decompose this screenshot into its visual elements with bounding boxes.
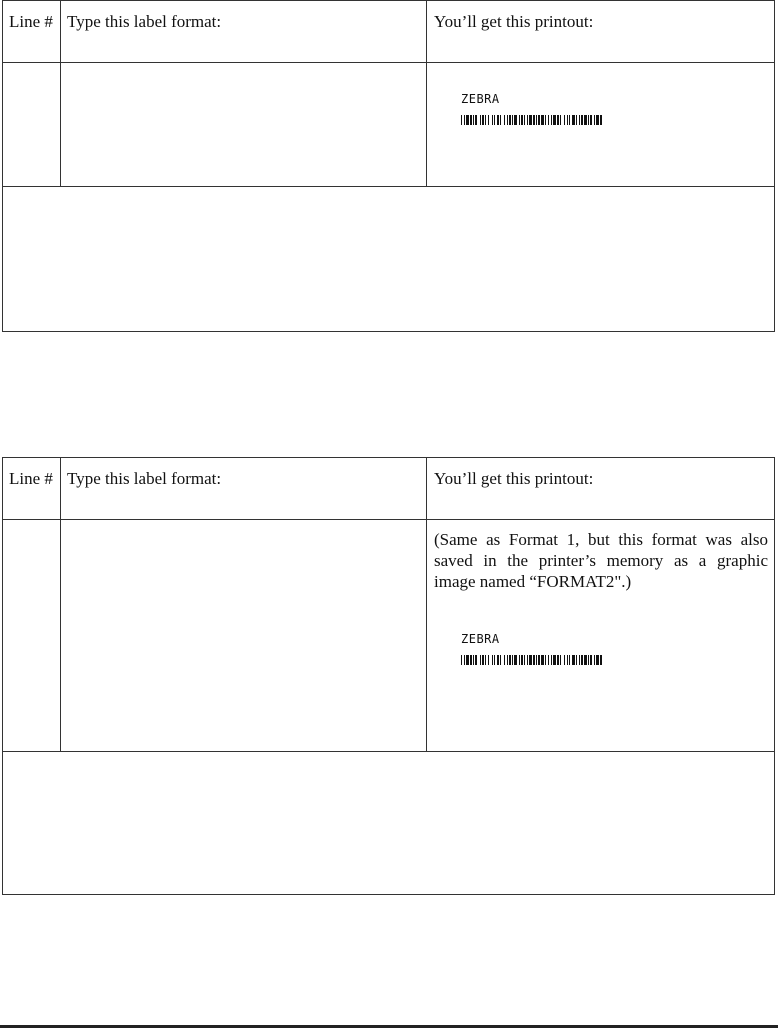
format1-label-printout — [461, 92, 603, 125]
format2-printout-cell — [427, 519, 774, 751]
format1-table — [2, 0, 775, 332]
format2-header-printout: You’ll get this printout: — [434, 469, 594, 488]
format2-header-type: Type this label format: — [61, 458, 427, 519]
format1-printout-cell — [427, 62, 774, 186]
format2-header-row — [3, 458, 774, 520]
format1-notes-row — [3, 186, 774, 331]
format2-body-row — [3, 519, 774, 752]
format2-notes-row — [3, 751, 774, 894]
format1-header-type: Type this label format: — [61, 1, 427, 62]
format1-header-row — [3, 1, 774, 63]
format2-barcode-icon — [461, 655, 603, 665]
format1-barcode-icon — [461, 115, 603, 125]
format1-header-printout: You’ll get this printout: — [434, 12, 594, 31]
format1-line-cell — [3, 62, 61, 186]
format1-format-cell — [61, 62, 427, 186]
format2-table — [2, 457, 775, 895]
page-footer-rule — [0, 1025, 778, 1028]
format1-zebra-text: ZEBRA — [461, 92, 500, 106]
format2-header-line: Line # — [3, 458, 61, 519]
format2-label-printout — [461, 632, 603, 665]
format2-zebra-text: ZEBRA — [461, 632, 500, 646]
format2-printout-note: (Same as Format 1, but this format was also saved in the printer’s memory as a graphic image named “FORMAT2".) — [434, 530, 768, 591]
format1-body-row — [3, 62, 774, 187]
format2-line-cell — [3, 519, 61, 751]
format1-header-line: Line # — [3, 1, 61, 62]
format2-format-cell — [61, 519, 427, 751]
